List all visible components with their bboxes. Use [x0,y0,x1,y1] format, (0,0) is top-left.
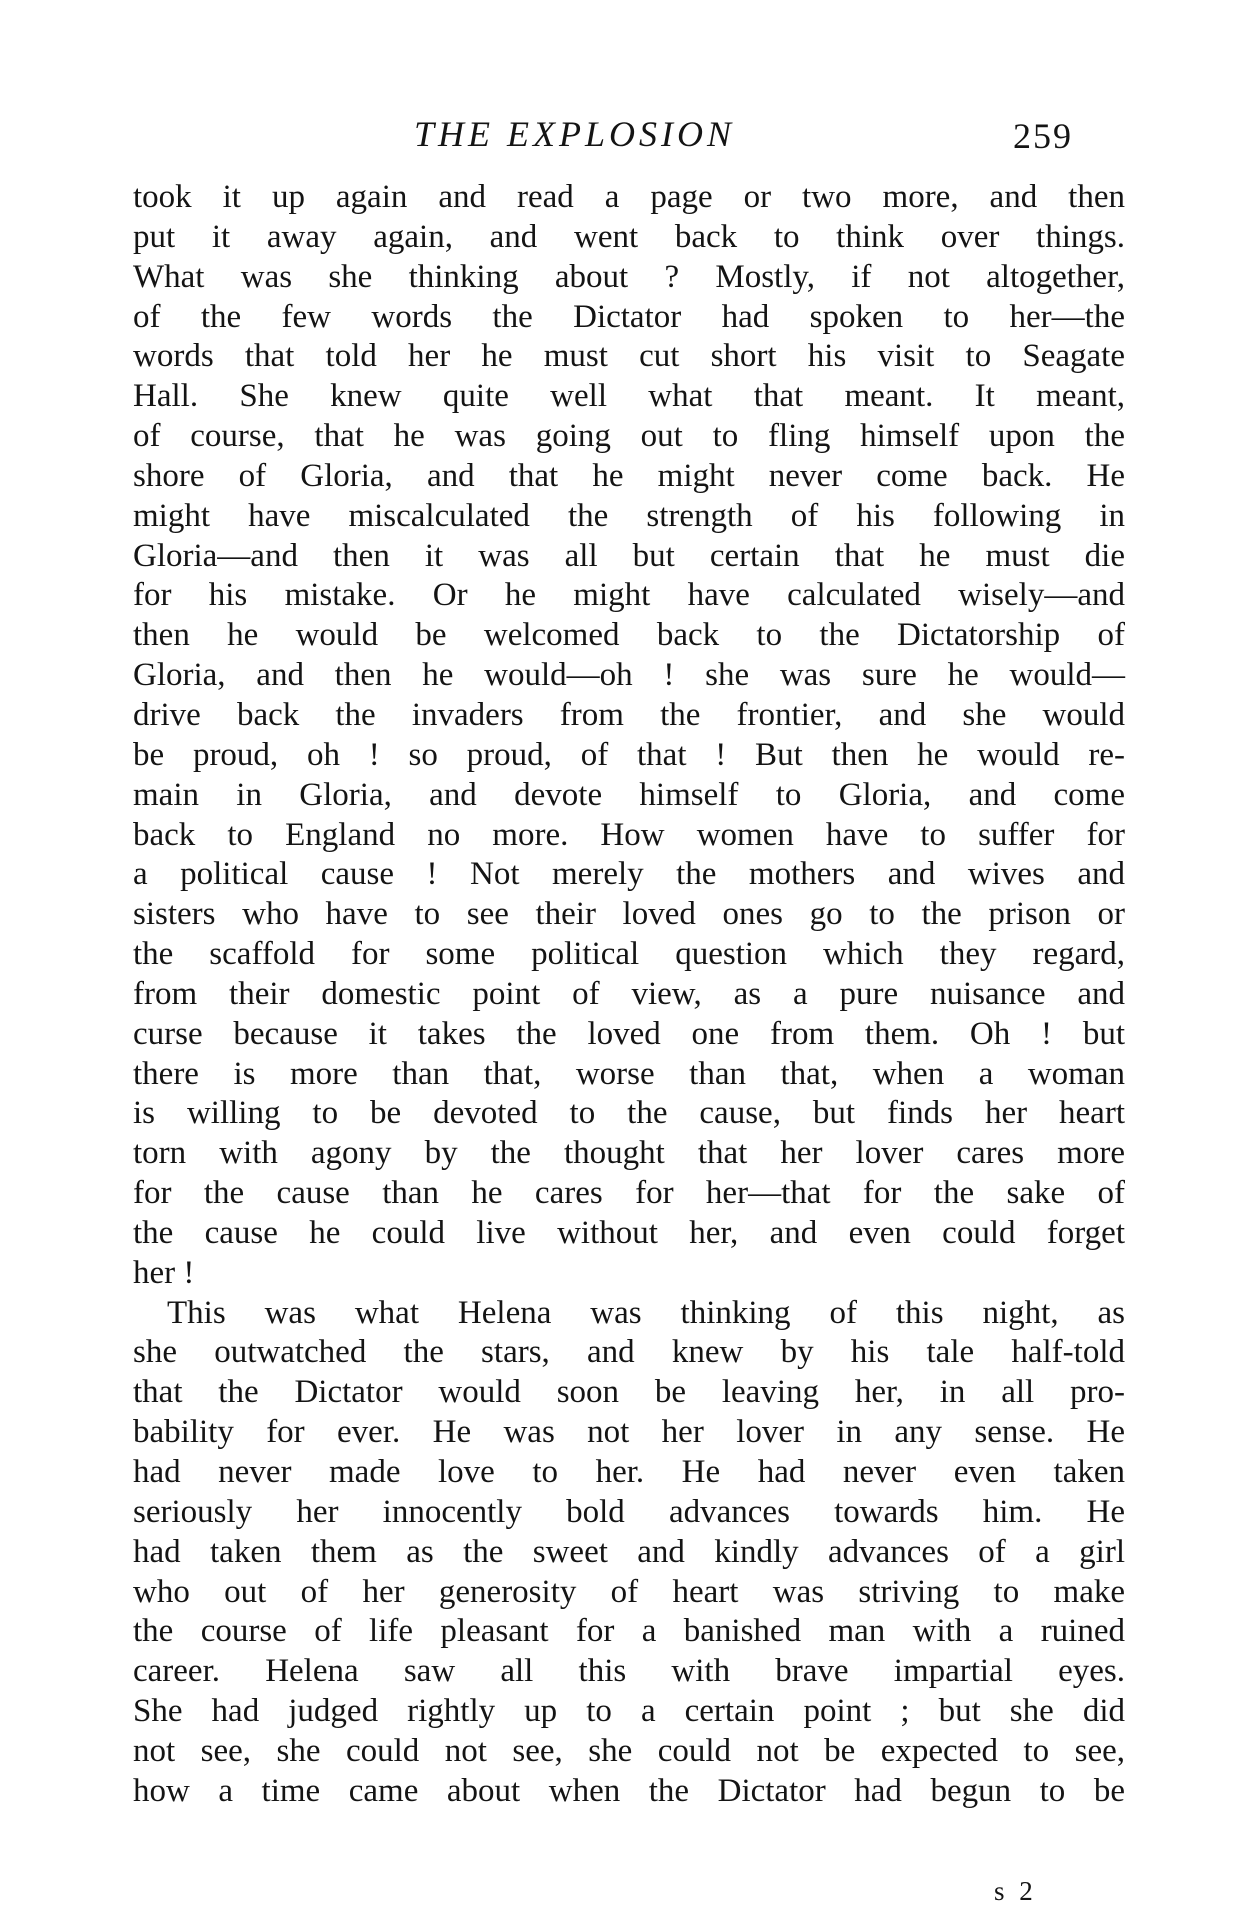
text-line: that the Dictator would soon be leaving her, in all pro- [133,1374,1125,1411]
text-line: took it up again and read a page or two more, and then [133,179,1125,215]
text-line: the course of life pleasant for a banished man with a ruined [133,1613,1125,1650]
text-line: might have miscalculated the strength of his following in [133,497,1125,534]
chapter-title: THE EXPLOSION [414,114,735,154]
text-line: for his mistake. Or he might have calculated wisely—and [133,577,1125,614]
text-line: had taken them as the sweet and kindly advances of a girl [133,1533,1125,1570]
text-line: Hall. She knew quite well what that meant. It meant, [133,378,1125,415]
text-line: main in Gloria, and devote himself to Gloria, and come [133,776,1125,813]
text-line: had never made love to her. He had never even taken [133,1454,1125,1490]
text-line: then he would be welcomed back to the Dictatorship of [133,617,1125,654]
text-line: the scaffold for some political question which they regard, [133,936,1125,973]
body-text [133,178,1125,1812]
text-line: Gloria—and then it was all but certain that he must die [133,537,1125,574]
text-line: career. Helena saw all this with brave impartial eyes. [133,1653,1125,1690]
text-line: for the cause than he cares for her—that for the sake of [133,1175,1125,1212]
text-line: She had judged rightly up to a certain point ; but she did [133,1693,1125,1730]
text-line: how a time came about when the Dictator had begun to be [133,1772,1125,1809]
text-line: words that told her he must cut short his visit to Seagate [133,338,1125,375]
text-line: be proud, oh ! so proud, of that ! But then he would re- [133,736,1125,773]
paragraph-start-line: This was what Helena was thinking of this night, as [167,1294,1125,1331]
text-line: seriously her innocently bold advances towards him. He [133,1493,1125,1530]
signature-mark: s 2 [994,1876,1037,1906]
text-line: Gloria, and then he would—oh ! she was sure he would— [133,657,1125,694]
text-line: she outwatched the stars, and knew by his tale half-told [133,1334,1125,1371]
text-line: who out of her generosity of heart was striving to make [133,1573,1125,1610]
text-line: not see, she could not see, she could not be expected to see, [133,1732,1125,1769]
text-line: put it away again, and went back to think over things. [133,218,1125,255]
text-line: from their domestic point of view, as a pure nuisance and [133,975,1125,1012]
text-line: torn with agony by the thought that her lover cares more [133,1135,1125,1172]
paragraph-end-line: her ! [133,1254,195,1291]
text-line: back to England no more. How women have to suffer for [133,816,1125,853]
text-line: is willing to be devoted to the cause, but finds her heart [133,1095,1125,1132]
running-header [0,112,1248,162]
text-line: shore of Gloria, and that he might never come back. He [133,457,1125,494]
text-line: What was she thinking about ? Mostly, if not altogether, [133,258,1125,295]
text-line: a political cause ! Not merely the mothers and wives and [133,856,1125,893]
text-line: the cause he could live without her, and even could forget [133,1214,1125,1251]
text-line: of course, that he was going out to fling himself upon the [133,418,1125,455]
text-line: drive back the invaders from the frontier, and she would [133,696,1125,733]
text-line: bability for ever. He was not her lover in any sense. He [133,1414,1125,1451]
text-line: curse because it takes the loved one from them. Oh ! but [133,1015,1125,1052]
page-number: 259 [1013,116,1073,156]
text-line: there is more than that, worse than that, when a woman [133,1055,1125,1092]
text-line: sisters who have to see their loved ones go to the prison or [133,896,1125,933]
text-line: of the few words the Dictator had spoken to her—the [133,298,1125,335]
